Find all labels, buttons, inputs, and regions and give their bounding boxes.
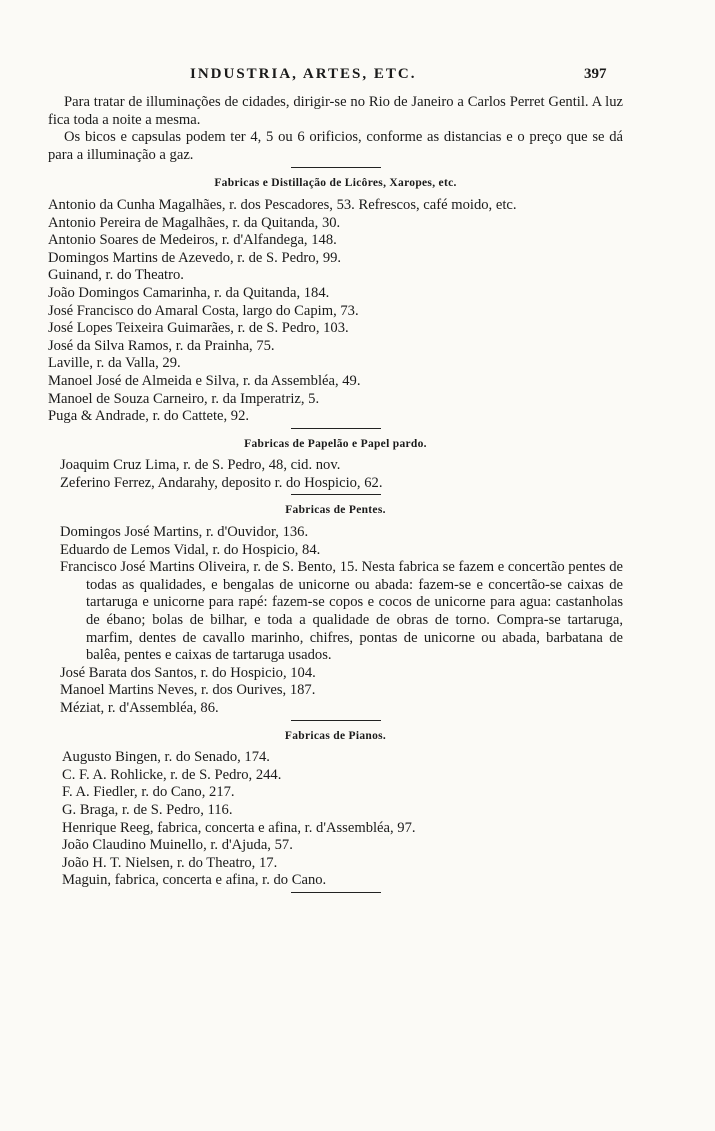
section-rule <box>291 167 381 168</box>
list-item: Guinand, r. do Theatro. <box>48 267 184 284</box>
list-item: João Domingos Camarinha, r. da Quitanda, 184. <box>48 284 330 301</box>
entry-list <box>48 197 623 426</box>
list-item: José Francisco do Amaral Costa, largo do Capim, 73. <box>48 302 359 319</box>
section-heading: Fabricas de Pianos. <box>284 729 387 742</box>
list-item: Manoel José de Almeida e Silva, r. da Assembléa, 49. <box>48 372 361 389</box>
list-item: Méziat, r. d'Assembléa, 86. <box>60 700 219 716</box>
page-number: 397 <box>584 66 607 82</box>
list-item: Eduardo de Lemos Vidal, r. do Hospicio, 84. <box>60 541 321 558</box>
section-rule <box>291 494 381 495</box>
list-item: Domingos José Martins, r. d'Ouvidor, 136. <box>60 524 309 541</box>
section-heading: Fabricas e Distillação de Licôres, Xaropes, etc. <box>214 177 457 190</box>
section-comb-factories <box>48 502 623 720</box>
list-item: Antonio Soares de Medeiros, r. d'Alfandega, 148. <box>48 232 337 249</box>
list-item: Antonio da Cunha Magalhães, r. dos Pescadores, 53. Refrescos, café moido, etc. <box>48 196 517 213</box>
section-piano-factories <box>48 728 623 893</box>
list-item: Joaquim Cruz Lima, r. de S. Pedro, 48, cid. nov. <box>60 457 341 474</box>
running-head <box>0 66 715 88</box>
list-item: G. Braga, r. de S. Pedro, 116. <box>62 801 233 818</box>
list-item: Antonio Pereira de Magalhães, r. da Quitanda, 30. <box>48 214 341 231</box>
list-item: João Claudino Muinello, r. d'Ajuda, 57. <box>62 837 293 854</box>
section-heading: Fabricas de Pentes. <box>285 504 386 517</box>
list-item: Henrique Reeg, fabrica, concerta e afina, r. d'Assembléa, 97. <box>62 819 416 836</box>
entry-list <box>48 524 623 718</box>
list-item: Puga & Andrade, r. do Cattete, 92. <box>48 408 250 425</box>
list-item: Augusto Bingen, r. do Senado, 174. <box>62 749 270 766</box>
list-item: José Lopes Teixeira Guimarães, r. de S. Pedro, 103. <box>48 320 349 337</box>
list-item: Francisco José Martins Oliveira, r. de S. Bento, 15. Nesta fabrica se fazem e concertão pentes de todas as qualidades, e bengalas de unicorne ou abada: fazem-se e concertão-se caixas de tartaruga e unicorne para rapé: fazem-se copos e cocos de unicorne para agua: castanholas de ébano; bolas de bilhar, e toda a qualidade de obras de torno. Compra-se tartaruga, marfim, dentes de cavallo marinho, chifres, pontas de unicorne ou abada, barbatana de balêa, pentes e caixas de tartaruga usados. <box>60 559 623 664</box>
list-item: Laville, r. da Valla, 29. <box>48 355 181 372</box>
section-rule <box>291 892 381 893</box>
running-title: INDUSTRIA, ARTES, ETC. <box>190 66 417 82</box>
section-liquor-factories <box>48 175 623 428</box>
list-item: João H. T. Nielsen, r. do Theatro, 17. <box>62 854 278 871</box>
section-rule <box>291 428 381 429</box>
list-item: Manoel de Souza Carneiro, r. da Imperatriz, 5. <box>48 390 320 407</box>
list-item: C. F. A. Rohlicke, r. de S. Pedro, 244. <box>62 766 282 783</box>
intro-text <box>48 94 623 164</box>
page-content <box>48 94 623 893</box>
list-item: José da Silva Ramos, r. da Prainha, 75. <box>48 337 275 354</box>
list-item: José Barata dos Santos, r. do Hospicio, 104. <box>60 664 316 681</box>
list-item: Zeferino Ferrez, Andarahy, deposito r. do Hospicio, 62. <box>60 474 383 491</box>
list-item: F. A. Fiedler, r. do Cano, 217. <box>62 784 235 801</box>
section-heading: Fabricas de Papelão e Papel pardo. <box>244 437 427 450</box>
section-rule <box>291 720 381 721</box>
entry-list <box>48 457 623 492</box>
section-cardboard-factories <box>48 436 623 496</box>
list-item: Maguin, fabrica, concerta e afina, r. do Cano. <box>62 872 327 889</box>
entry-list <box>48 749 623 890</box>
intro-paragraph: Os bicos e capsulas podem ter 4, 5 ou 6 orificios, conforme as distancias e o preço que se dá para a illuminação a gaz. <box>48 129 623 163</box>
list-item: Manoel Martins Neves, r. dos Ourives, 187. <box>60 682 316 699</box>
intro-paragraph: Para tratar de illuminações de cidades, dirigir-se no Rio de Janeiro a Carlos Perret Gentil. A luz fica toda a noite a mesma. <box>48 94 623 128</box>
list-item: Domingos Martins de Azevedo, r. de S. Pedro, 99. <box>48 249 342 266</box>
